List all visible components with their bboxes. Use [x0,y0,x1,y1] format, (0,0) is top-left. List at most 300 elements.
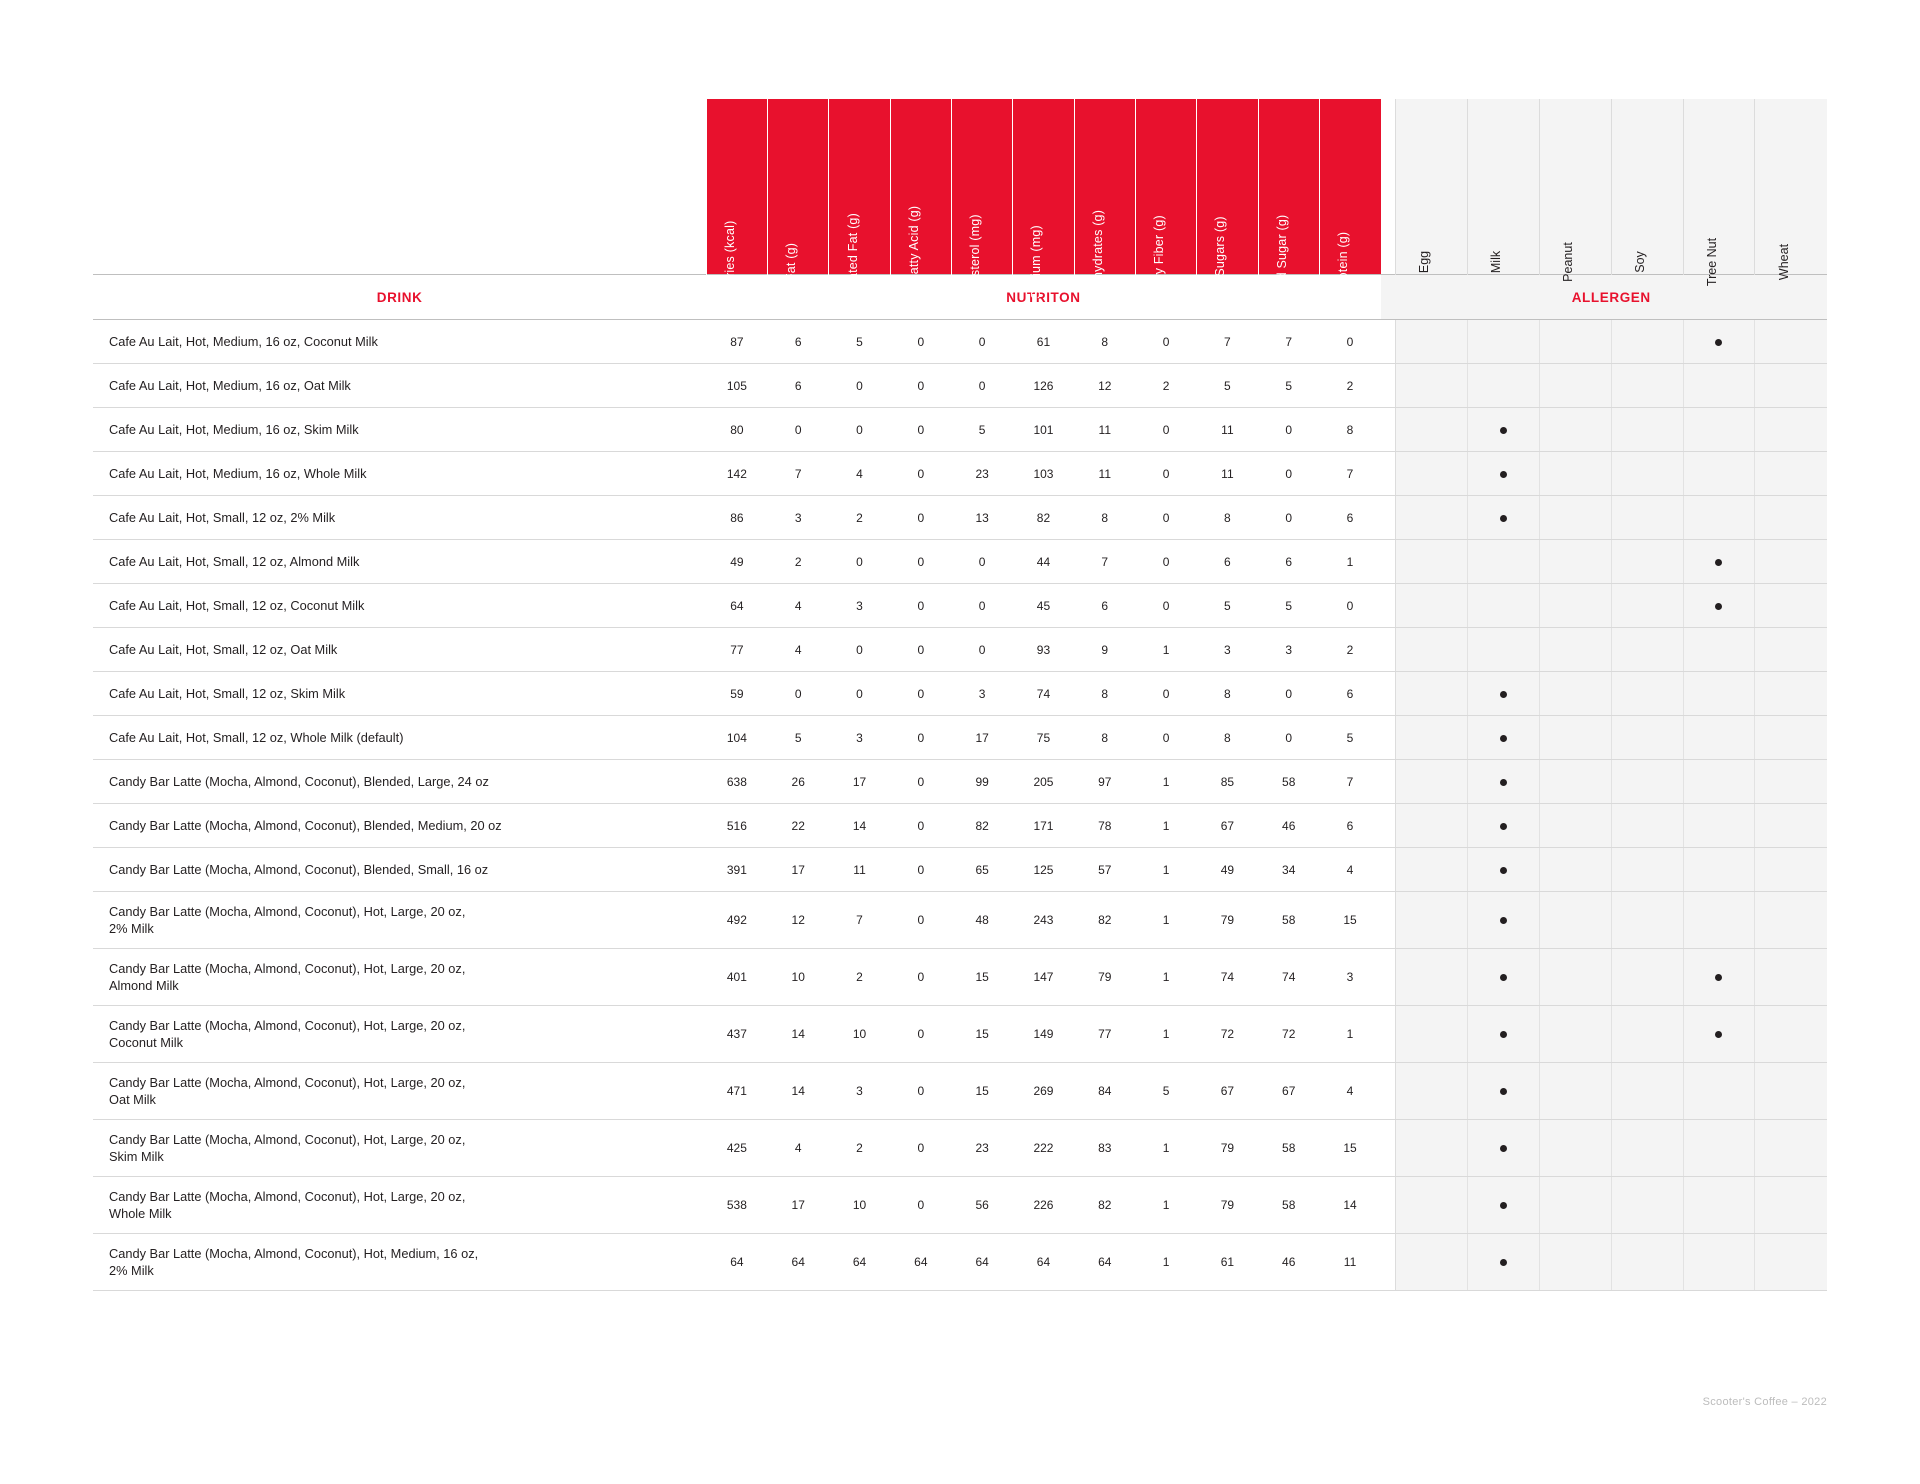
nutrition-value-cell: 0 [1319,320,1380,364]
allergen-dot-icon [1500,471,1507,478]
allergen-cell-milk [1467,364,1539,408]
nutrition-value-cell: 5 [1319,716,1380,760]
allergen-cell-milk [1467,804,1539,848]
nutrition-value-cell: 15 [1319,892,1380,949]
allergen-cell-peanut [1539,628,1611,672]
nutrition-value-cell: 8 [1197,496,1258,540]
allergen-cell-egg [1395,1120,1467,1177]
nutrition-value-cell: 8 [1074,716,1135,760]
header-gap [1381,99,1396,275]
nutrition-value-cell: 34 [1258,848,1319,892]
nutrition-value-cell: 6 [1074,584,1135,628]
nutrition-value-cell: 72 [1258,1006,1319,1063]
allergen-cell-tree-nut [1683,496,1755,540]
nutrition-value-cell: 5 [1258,364,1319,408]
allergen-dot-icon [1715,603,1722,610]
allergen-cell-tree-nut [1683,628,1755,672]
nutrition-value-cell: 0 [890,584,951,628]
nutrition-value-cell: 82 [1013,496,1074,540]
nutrition-value-cell: 10 [829,1006,890,1063]
row-gap-cell [1381,584,1396,628]
table-row [93,628,1827,672]
allergen-cell-tree-nut [1683,760,1755,804]
nutrition-value-cell: 0 [768,672,829,716]
allergen-cell-soy [1611,848,1683,892]
allergen-cell-milk [1467,716,1539,760]
nutrition-value-cell: 48 [951,892,1012,949]
header-calories: Calories (kcal) [706,99,767,275]
nutrition-value-cell: 67 [1197,804,1258,848]
nutrition-value-cell: 0 [890,716,951,760]
allergen-cell-wheat [1755,364,1827,408]
nutrition-value-cell: 10 [829,1177,890,1234]
allergen-cell-soy [1611,364,1683,408]
allergen-dot-icon [1500,779,1507,786]
allergen-cell-tree-nut [1683,1177,1755,1234]
nutrition-value-cell: 23 [951,452,1012,496]
allergen-dot-icon [1500,823,1507,830]
drink-name-cell: Cafe Au Lait, Hot, Small, 12 oz, 2% Milk [93,496,706,540]
allergen-cell-peanut [1539,408,1611,452]
nutrition-value-cell: 79 [1074,949,1135,1006]
drink-name-cell: Cafe Au Lait, Hot, Small, 12 oz, Almond Milk [93,540,706,584]
nutrition-value-cell: 437 [706,1006,767,1063]
nutrition-value-cell: 79 [1197,1177,1258,1234]
allergen-cell-wheat [1755,1234,1827,1291]
nutrition-value-cell: 72 [1197,1006,1258,1063]
nutrition-value-cell: 105 [706,364,767,408]
table-row [93,848,1827,892]
nutrition-value-cell: 58 [1258,1120,1319,1177]
nutrition-value-cell: 1 [1319,1006,1380,1063]
table-row [93,892,1827,949]
nutrition-value-cell: 11 [1074,408,1135,452]
row-gap-cell [1381,540,1396,584]
allergen-cell-wheat [1755,584,1827,628]
row-gap-cell [1381,804,1396,848]
allergen-cell-wheat [1755,408,1827,452]
nutrition-value-cell: 103 [1013,452,1074,496]
nutrition-value-cell: 8 [1074,496,1135,540]
nutrition-value-cell: 87 [706,320,767,364]
nutrition-value-cell: 82 [951,804,1012,848]
table-row [93,320,1827,364]
nutrition-value-cell: 638 [706,760,767,804]
nutrition-value-cell: 226 [1013,1177,1074,1234]
nutrition-value-cell: 13 [951,496,1012,540]
drink-name-cell: Cafe Au Lait, Hot, Small, 12 oz, Coconut Milk [93,584,706,628]
allergen-cell-peanut [1539,949,1611,1006]
allergen-cell-egg [1395,716,1467,760]
nutrition-value-cell: 7 [1319,452,1380,496]
nutrition-value-cell: 2 [1319,364,1380,408]
allergen-cell-wheat [1755,1177,1827,1234]
table-body [93,320,1827,1291]
header-allergen-peanut: Peanut [1539,99,1611,275]
nutrition-value-cell: 0 [951,540,1012,584]
allergen-cell-egg [1395,320,1467,364]
header-saturated-fat: Saturated Fat (g) [829,99,890,275]
allergen-cell-soy [1611,949,1683,1006]
nutrition-value-cell: 516 [706,804,767,848]
table-row [93,804,1827,848]
allergen-cell-milk [1467,1120,1539,1177]
nutrition-value-cell: 14 [768,1006,829,1063]
allergen-cell-soy [1611,628,1683,672]
nutrition-value-cell: 0 [890,364,951,408]
nutrition-value-cell: 0 [829,364,890,408]
table-row [93,1063,1827,1120]
header-allergen-milk: Milk [1467,99,1539,275]
nutrition-value-cell: 14 [829,804,890,848]
nutrition-value-cell: 65 [951,848,1012,892]
nutrition-value-cell: 269 [1013,1063,1074,1120]
nutrition-value-cell: 64 [1074,1234,1135,1291]
allergen-cell-peanut [1539,584,1611,628]
nutrition-value-cell: 0 [890,1120,951,1177]
allergen-cell-tree-nut [1683,408,1755,452]
nutrition-value-cell: 64 [706,1234,767,1291]
header-blank-drink [93,99,706,275]
row-gap-cell [1381,672,1396,716]
allergen-dot-icon [1500,1202,1507,1209]
allergen-cell-soy [1611,1006,1683,1063]
table-row [93,760,1827,804]
nutrition-value-cell: 64 [951,1234,1012,1291]
drink-name-cell: Candy Bar Latte (Mocha, Almond, Coconut), Hot, Large, 20 oz, Almond Milk [93,949,706,1006]
nutrition-value-cell: 23 [951,1120,1012,1177]
header-trans-fatty-acid: Trans Fatty Acid (g) [890,99,951,275]
nutrition-value-cell: 17 [829,760,890,804]
nutrition-value-cell: 5 [1258,584,1319,628]
nutrition-value-cell: 1 [1135,1120,1196,1177]
drink-name-cell: Candy Bar Latte (Mocha, Almond, Coconut), Hot, Large, 20 oz, 2% Milk [93,892,706,949]
nutrition-value-cell: 14 [768,1063,829,1120]
nutrition-value-cell: 12 [768,892,829,949]
nutrition-value-cell: 1 [1135,1177,1196,1234]
nutrition-value-cell: 6 [1319,804,1380,848]
nutrition-value-cell: 0 [1135,672,1196,716]
drink-name-cell: Cafe Au Lait, Hot, Small, 12 oz, Skim Milk [93,672,706,716]
nutrition-value-cell: 2 [768,540,829,584]
nutrition-value-cell: 82 [1074,1177,1135,1234]
allergen-cell-wheat [1755,320,1827,364]
section-gap [1381,275,1396,320]
row-gap-cell [1381,1006,1396,1063]
nutrition-value-cell: 8 [1197,672,1258,716]
nutrition-value-cell: 0 [890,672,951,716]
nutrition-value-cell: 0 [1135,496,1196,540]
allergen-cell-egg [1395,628,1467,672]
allergen-cell-egg [1395,848,1467,892]
nutrition-value-cell: 8 [1319,408,1380,452]
allergen-cell-egg [1395,804,1467,848]
nutrition-value-cell: 243 [1013,892,1074,949]
nutrition-value-cell: 4 [768,1120,829,1177]
allergen-dot-icon [1500,1088,1507,1095]
nutrition-value-cell: 0 [890,452,951,496]
allergen-cell-tree-nut [1683,672,1755,716]
allergen-dot-icon [1500,735,1507,742]
nutrition-value-cell: 2 [1135,364,1196,408]
drink-name-cell: Cafe Au Lait, Hot, Small, 12 oz, Whole Milk (default) [93,716,706,760]
row-gap-cell [1381,496,1396,540]
allergen-cell-soy [1611,716,1683,760]
header-carbohydrates: Carbohydrates (g) [1074,99,1135,275]
allergen-cell-soy [1611,1063,1683,1120]
allergen-cell-peanut [1539,540,1611,584]
nutrition-value-cell: 5 [1135,1063,1196,1120]
table-row [93,496,1827,540]
nutrition-value-cell: 391 [706,848,767,892]
allergen-cell-egg [1395,1234,1467,1291]
allergen-cell-soy [1611,540,1683,584]
nutrition-value-cell: 74 [1013,672,1074,716]
allergen-cell-tree-nut [1683,452,1755,496]
table-row [93,584,1827,628]
nutrition-value-cell: 5 [1197,584,1258,628]
drink-name-cell: Cafe Au Lait, Hot, Medium, 16 oz, Coconut Milk [93,320,706,364]
allergen-cell-soy [1611,496,1683,540]
nutrition-value-cell: 1 [1135,1006,1196,1063]
section-title-nutrition: NUTRITON [706,275,1380,320]
row-gap-cell [1381,1120,1396,1177]
nutrition-value-cell: 2 [1319,628,1380,672]
nutrition-value-cell: 126 [1013,364,1074,408]
allergen-cell-tree-nut [1683,364,1755,408]
allergen-cell-tree-nut [1683,584,1755,628]
nutrition-value-cell: 104 [706,716,767,760]
nutrition-value-cell: 4 [1319,848,1380,892]
allergen-cell-milk [1467,320,1539,364]
drink-name-cell: Candy Bar Latte (Mocha, Almond, Coconut), Blended, Large, 24 oz [93,760,706,804]
nutrition-value-cell: 77 [1074,1006,1135,1063]
allergen-dot-icon [1500,427,1507,434]
row-gap-cell [1381,848,1396,892]
table-row [93,540,1827,584]
row-gap-cell [1381,452,1396,496]
nutrition-value-cell: 56 [951,1177,1012,1234]
section-title-drink: DRINK [93,275,706,320]
table-row [93,408,1827,452]
allergen-dot-icon [1500,1031,1507,1038]
header-row-vertical-labels [93,99,1827,275]
nutrition-value-cell: 1 [1135,949,1196,1006]
nutrition-value-cell: 3 [1197,628,1258,672]
nutrition-value-cell: 6 [1197,540,1258,584]
allergen-cell-egg [1395,1177,1467,1234]
nutrition-value-cell: 147 [1013,949,1074,1006]
allergen-cell-egg [1395,408,1467,452]
nutrition-value-cell: 11 [1074,452,1135,496]
nutrition-value-cell: 0 [1258,672,1319,716]
allergen-cell-wheat [1755,540,1827,584]
nutrition-value-cell: 9 [1074,628,1135,672]
nutrition-value-cell: 6 [1319,496,1380,540]
allergen-cell-milk [1467,892,1539,949]
allergen-cell-peanut [1539,496,1611,540]
header-fat: Fat (g) [768,99,829,275]
nutrition-value-cell: 6 [1258,540,1319,584]
table-row [93,716,1827,760]
nutrition-value-cell: 0 [829,540,890,584]
nutrition-value-cell: 0 [768,408,829,452]
nutrition-value-cell: 17 [768,1177,829,1234]
nutrition-value-cell: 77 [706,628,767,672]
nutrition-value-cell: 0 [890,540,951,584]
allergen-cell-wheat [1755,760,1827,804]
nutrition-value-cell: 11 [829,848,890,892]
nutrition-value-cell: 78 [1074,804,1135,848]
nutrition-value-cell: 7 [1319,760,1380,804]
nutrition-value-cell: 58 [1258,760,1319,804]
nutrition-value-cell: 46 [1258,804,1319,848]
nutrition-value-cell: 0 [890,1006,951,1063]
allergen-cell-tree-nut [1683,716,1755,760]
nutrition-table-wrapper [93,99,1827,1291]
nutrition-value-cell: 45 [1013,584,1074,628]
nutrition-value-cell: 64 [829,1234,890,1291]
nutrition-value-cell: 0 [1258,716,1319,760]
nutrition-value-cell: 17 [951,716,1012,760]
nutrition-value-cell: 5 [951,408,1012,452]
row-gap-cell [1381,892,1396,949]
allergen-cell-tree-nut [1683,949,1755,1006]
allergen-cell-peanut [1539,364,1611,408]
nutrition-value-cell: 85 [1197,760,1258,804]
allergen-cell-peanut [1539,760,1611,804]
allergen-cell-tree-nut [1683,540,1755,584]
allergen-cell-soy [1611,760,1683,804]
allergen-cell-egg [1395,672,1467,716]
nutrition-value-cell: 79 [1197,892,1258,949]
nutrition-value-cell: 44 [1013,540,1074,584]
allergen-cell-soy [1611,892,1683,949]
nutrition-value-cell: 74 [1197,949,1258,1006]
allergen-dot-icon [1500,867,1507,874]
nutrition-value-cell: 0 [829,672,890,716]
nutrition-value-cell: 0 [1319,584,1380,628]
nutrition-value-cell: 5 [768,716,829,760]
row-gap-cell [1381,320,1396,364]
nutrition-value-cell: 11 [1319,1234,1380,1291]
nutrition-value-cell: 0 [1135,584,1196,628]
row-gap-cell [1381,1177,1396,1234]
nutrition-value-cell: 6 [768,320,829,364]
nutrition-value-cell: 49 [706,540,767,584]
nutrition-value-cell: 4 [1319,1063,1380,1120]
nutrition-value-cell: 2 [829,949,890,1006]
nutrition-value-cell: 0 [951,584,1012,628]
nutrition-value-cell: 64 [706,584,767,628]
allergen-cell-wheat [1755,1120,1827,1177]
nutrition-value-cell: 79 [1197,1120,1258,1177]
nutrition-table [93,99,1827,1291]
allergen-dot-icon [1715,974,1722,981]
header-sodium: Sodium (mg) [1013,99,1074,275]
row-gap-cell [1381,1063,1396,1120]
allergen-cell-milk [1467,1006,1539,1063]
nutrition-value-cell: 97 [1074,760,1135,804]
nutrition-value-cell: 149 [1013,1006,1074,1063]
nutrition-value-cell: 3 [829,584,890,628]
nutrition-value-cell: 17 [768,848,829,892]
nutrition-value-cell: 1 [1135,848,1196,892]
drink-name-cell: Candy Bar Latte (Mocha, Almond, Coconut), Hot, Medium, 16 oz, 2% Milk [93,1234,706,1291]
drink-name-cell: Candy Bar Latte (Mocha, Almond, Coconut), Hot, Large, 20 oz, Coconut Milk [93,1006,706,1063]
nutrition-value-cell: 58 [1258,1177,1319,1234]
nutrition-value-cell: 0 [890,760,951,804]
nutrition-value-cell: 538 [706,1177,767,1234]
nutrition-value-cell: 0 [951,628,1012,672]
allergen-cell-milk [1467,540,1539,584]
nutrition-value-cell: 58 [1258,892,1319,949]
header-allergen-tree-nut: Tree Nut [1683,99,1755,275]
nutrition-value-cell: 2 [829,1120,890,1177]
allergen-cell-tree-nut [1683,1120,1755,1177]
allergen-cell-peanut [1539,320,1611,364]
table-row [93,364,1827,408]
nutrition-value-cell: 222 [1013,1120,1074,1177]
nutrition-value-cell: 0 [1258,408,1319,452]
row-gap-cell [1381,408,1396,452]
drink-name-cell: Candy Bar Latte (Mocha, Almond, Coconut), Hot, Large, 20 oz, Whole Milk [93,1177,706,1234]
nutrition-value-cell: 4 [768,584,829,628]
allergen-cell-egg [1395,452,1467,496]
nutrition-value-cell: 15 [951,1006,1012,1063]
table-row [93,672,1827,716]
allergen-cell-soy [1611,1120,1683,1177]
allergen-cell-milk [1467,408,1539,452]
nutrition-value-cell: 80 [706,408,767,452]
allergen-dot-icon [1715,1031,1722,1038]
allergen-cell-soy [1611,804,1683,848]
nutrition-value-cell: 0 [890,320,951,364]
header-cholesterol: Cholesterol (mg) [951,99,1012,275]
header-protein: Protein (g) [1319,99,1380,275]
nutrition-value-cell: 7 [1074,540,1135,584]
row-gap-cell [1381,716,1396,760]
table-row [93,1006,1827,1063]
nutrition-value-cell: 0 [890,949,951,1006]
nutrition-value-cell: 46 [1258,1234,1319,1291]
table-row [93,949,1827,1006]
nutrition-value-cell: 0 [890,1063,951,1120]
nutrition-value-cell: 0 [890,848,951,892]
nutrition-value-cell: 64 [768,1234,829,1291]
drink-name-cell: Candy Bar Latte (Mocha, Almond, Coconut), Blended, Small, 16 oz [93,848,706,892]
nutrition-value-cell: 6 [1319,672,1380,716]
nutrition-value-cell: 11 [1197,452,1258,496]
nutrition-value-cell: 15 [951,949,1012,1006]
allergen-cell-egg [1395,1006,1467,1063]
nutrition-value-cell: 75 [1013,716,1074,760]
nutrition-value-cell: 83 [1074,1120,1135,1177]
nutrition-value-cell: 7 [1258,320,1319,364]
table-row [93,1177,1827,1234]
nutrition-value-cell: 1 [1135,628,1196,672]
nutrition-value-cell: 1 [1319,540,1380,584]
allergen-cell-milk [1467,452,1539,496]
nutrition-value-cell: 471 [706,1063,767,1120]
nutrition-value-cell: 3 [829,1063,890,1120]
allergen-cell-tree-nut [1683,1063,1755,1120]
nutrition-value-cell: 15 [951,1063,1012,1120]
section-title-allergen: ALLERGEN [1395,275,1827,320]
nutrition-value-cell: 171 [1013,804,1074,848]
nutrition-value-cell: 8 [1197,716,1258,760]
allergen-cell-wheat [1755,949,1827,1006]
